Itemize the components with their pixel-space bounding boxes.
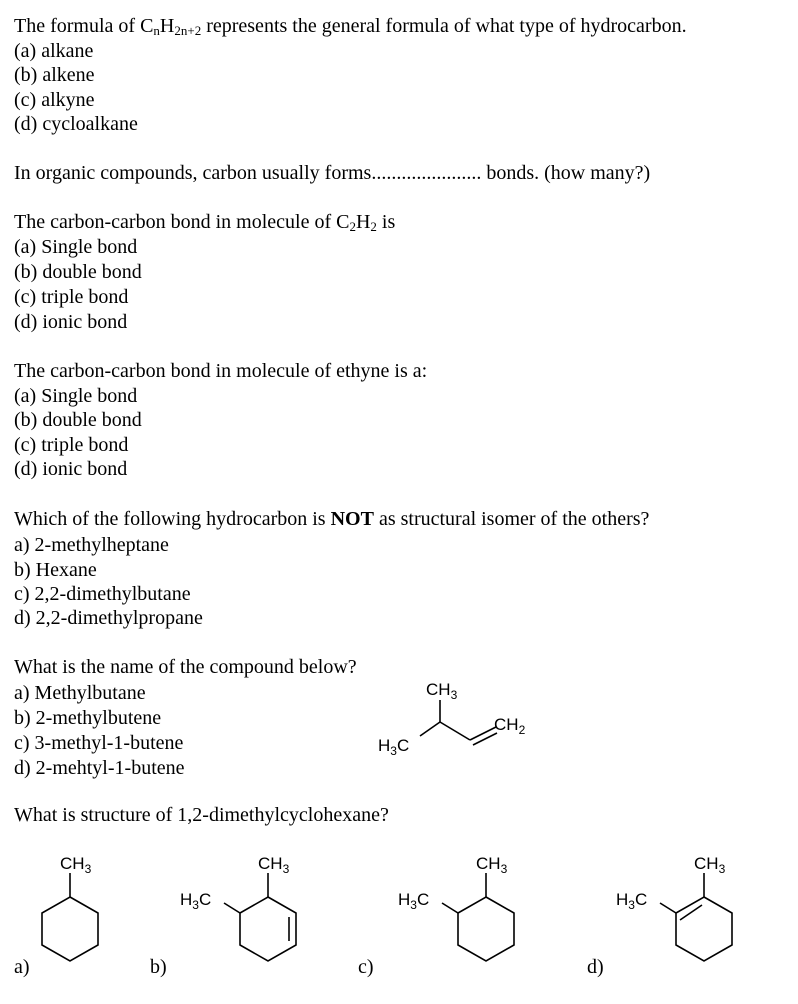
q7d-h3c-label: $H_3C$ — [616, 890, 648, 912]
q2-question: In organic compounds, carbon usually forms...................... bonds. (how many?) — [14, 162, 651, 184]
q6-option-c: c) 3-methyl-1-butene — [14, 732, 184, 754]
q7c-ch3-label: $CH_3$ — [476, 854, 508, 876]
q3-option-b: (b) double bond — [14, 261, 142, 283]
q7d-ch3-label: $CH_3$ — [694, 854, 726, 876]
q3-question: The carbon-carbon bond in molecule of $C_2H_2$ is — [14, 211, 396, 234]
q7-option-d-label: d) — [587, 956, 604, 978]
q4-option-d: (d) ionic bond — [14, 458, 128, 480]
q5-option-c: c) 2,2-dimethylbutane — [14, 583, 191, 605]
q7-question: What is structure of 1,2-dimethylcyclohexane? — [14, 804, 389, 826]
q1-question: The formula of $C_nH_{2n+2}$ represents the general formula of what type of hydrocarbon. — [14, 15, 687, 38]
q1-option-c: (c) alkyne — [14, 89, 95, 111]
q5-question: Which of the following hydrocarbon is NOT as structural isomer of the others? — [14, 508, 650, 530]
q4-option-a: (a) Single bond — [14, 385, 138, 407]
q5-option-d: d) 2,2-dimethylpropane — [14, 607, 203, 629]
q6-ch2-label: $CH_2$ — [494, 715, 526, 737]
q4-question: The carbon-carbon bond in molecule of ethyne is a: — [14, 360, 428, 382]
q4-option-b: (b) double bond — [14, 409, 142, 431]
q3-option-c: (c) triple bond — [14, 286, 129, 308]
q1-option-a: (a) alkane — [14, 40, 94, 62]
q6-option-a: a) Methylbutane — [14, 682, 146, 704]
q7-option-c-label: c) — [358, 956, 374, 978]
q5-option-b: b) Hexane — [14, 559, 97, 581]
q6-option-d: d) 2-mehtyl-1-butene — [14, 757, 185, 779]
q4-option-c: (c) triple bond — [14, 434, 129, 456]
q7-option-a-label: a) — [14, 956, 30, 978]
q3-option-a: (a) Single bond — [14, 236, 138, 258]
q6-option-b: b) 2-methylbutene — [14, 707, 162, 729]
q6-ch3-label: $CH_3$ — [426, 680, 458, 702]
q1-option-d: (d) cycloalkane — [14, 113, 138, 135]
q6-h3c-label: $H_3C$ — [378, 736, 410, 758]
q7a-ch3-label: $CH_3$ — [60, 854, 92, 876]
q7b-h3c-label: $H_3C$ — [180, 890, 212, 912]
q7-option-b-label: b) — [150, 956, 167, 978]
q6-question: What is the name of the compound below? — [14, 656, 357, 678]
q1-option-b: (b) alkene — [14, 64, 95, 86]
q7c-h3c-label: $H_3C$ — [398, 890, 430, 912]
q3-option-d: (d) ionic bond — [14, 311, 128, 333]
q5-option-a: a) 2-methylheptane — [14, 534, 169, 556]
q7b-ch3-label: $CH_3$ — [258, 854, 290, 876]
